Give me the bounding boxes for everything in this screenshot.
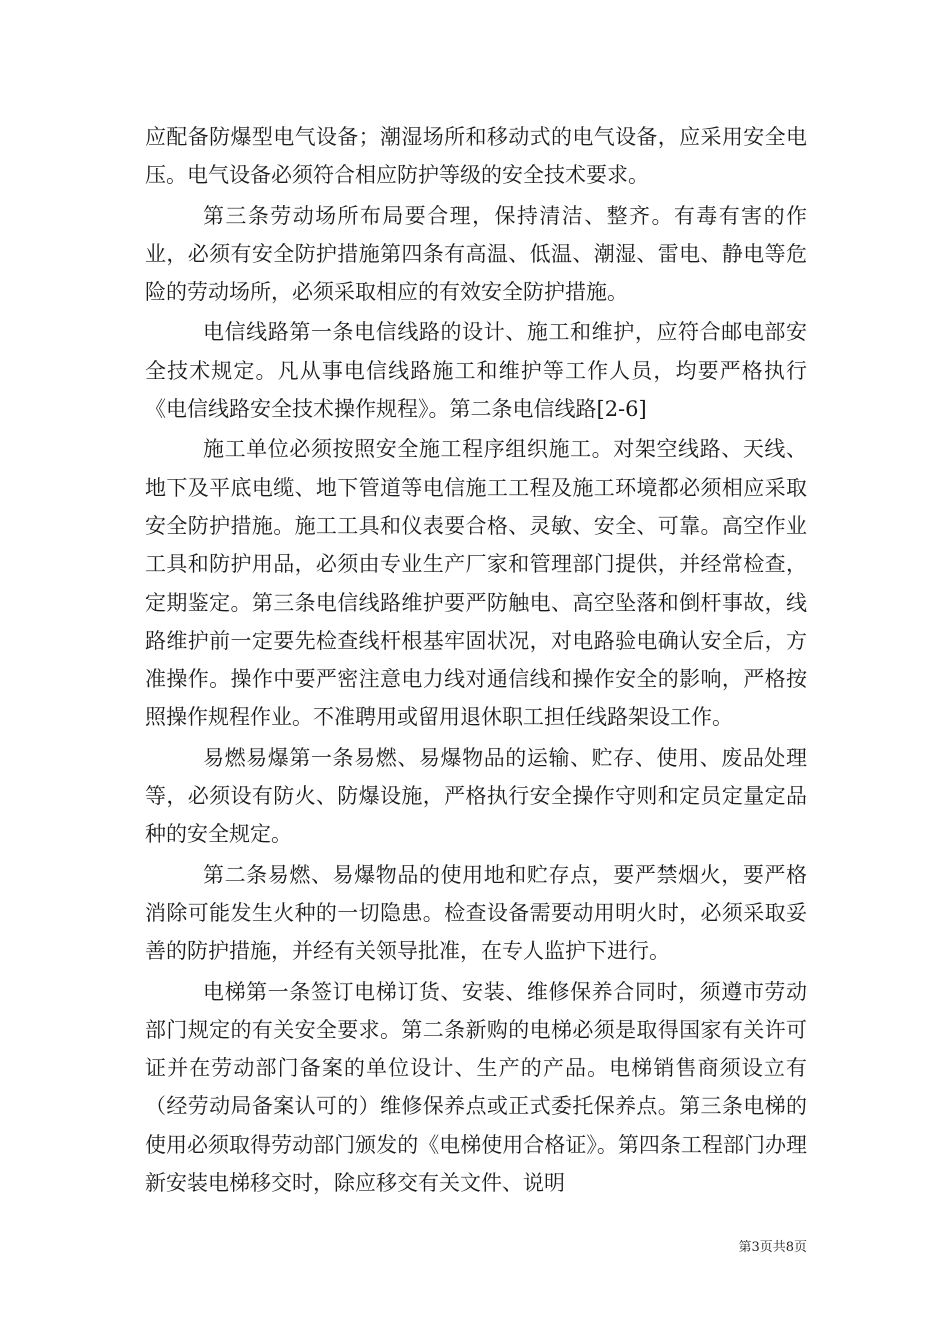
paragraph-5: 易燃易爆第一条易燃、易爆物品的运输、贮存、使用、废品处理等，必须设有防火、防爆设施，严格执行安全操作守则和定员定量定品种的安全规定。 xyxy=(145,745,807,847)
paragraph-4: 施工单位必须按照安全施工程序组织施工。对架空线路、天线、地下及平底电缆、地下管道等电信施工工程及施工环境都必须相应采取安全防护措施。施工工具和仪表要合格、灵敏、安全、可靠。高空作业工具和防护用品，必须由专业生产厂家和管理部门提供，并经常检查，定期鉴定。第三条电信线路维护要严防触电、高空坠落和倒杆事故，线路维护前一定要先检查线杆根基牢固状况，对电路验电确认安全后，方准操作。操作中要严密注意电力线对通信线和操作安全的影响，严格按照操作规程作业。不准聘用或留用退休职工担任线路架设工作。 xyxy=(145,437,807,730)
paragraph-7: 电梯第一条签订电梯订货、安装、维修保养合同时，须遵市劳动部门规定的有关安全要求。第二条新购的电梯必须是取得国家有关许可证并在劳动部门备案的单位设计、生产的产品。电梯销售商须设立有（经劳动局备案认可的）维修保养点或正式委托保养点。第三条电梯的使用必须取得劳动部门颁发的《电梯使用合格证》。第四条工程部门办理新安装电梯移交时，除应移交有关文件、说明 xyxy=(145,979,807,1196)
document-body xyxy=(145,118,807,1204)
paragraph-6: 第二条易燃、易爆物品的使用地和贮存点，要严禁烟火，要严格消除可能发生火种的一切隐患。检查设备需要动用明火时，必须采取妥善的防护措施，并经有关领导批准，在专人监护下进行。 xyxy=(145,862,807,964)
paragraph-1: 应配备防爆型电气设备；潮湿场所和移动式的电气设备，应采用安全电压。电气设备必须符合相应防护等级的安全技术要求。 xyxy=(145,125,807,188)
paragraph-3: 电信线路第一条电信线路的设计、施工和维护，应符合邮电部安全技术规定。凡从事电信线路施工和维护等工作人员，均要严格执行《电信线路安全技术操作规程》。第二条电信线路[2-6] xyxy=(145,320,807,422)
page-number: 第3页共8页 xyxy=(738,1240,807,1255)
paragraph-2: 第三条劳动场所布局要合理，保持清洁、整齐。有毒有害的作业，必须有安全防护措施第四条有高温、低温、潮湿、雷电、静电等危险的劳动场所，必须采取相应的有效安全防护措施。 xyxy=(145,203,807,305)
